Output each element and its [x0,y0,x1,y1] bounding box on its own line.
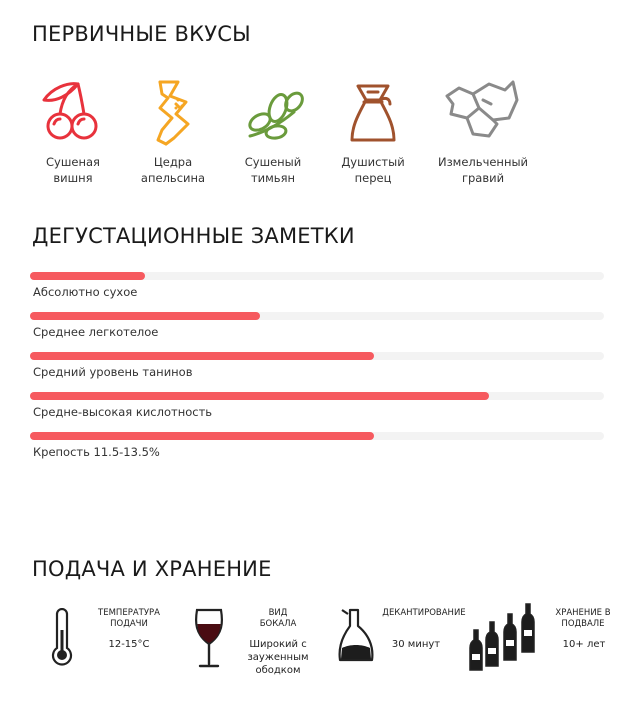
serve-caption: ХРАНЕНИЕ В ПОДВАЛЕ [555,608,611,629]
serve-value: 30 минут [391,639,441,650]
note-label: Средний уровень танинов [33,365,193,379]
allspice-bag-icon [338,78,408,148]
note-fill [30,312,260,320]
serve-decant [336,602,486,682]
bottles-icon [466,600,540,672]
note-fill [30,352,374,360]
flavor-orange-zest [118,78,228,186]
note-label: Абсолютно сухое [33,285,138,299]
cherry-icon [38,78,108,148]
flavor-gravel [428,78,538,186]
flavor-label: Цедра апельсина [140,155,206,185]
flavor-label: Сушеный тимьян [244,155,302,185]
serve-value: Широкий с зауженным ободком [247,639,309,676]
flavor-label: Сушеная вишня [46,155,100,185]
serve-value: 12-15°C [108,639,150,650]
note-alcohol [30,432,604,472]
tasting-notes-title: ДЕГУСТАЦИОННЫЕ ЗАМЕТКИ [32,224,355,248]
flavor-label: Душистый перец [341,155,405,185]
serve-glass [192,602,342,682]
note-body [30,312,604,352]
serve-storage [0,602,638,682]
note-fill [30,392,489,400]
note-dryness [30,272,604,312]
thyme-icon [238,78,308,148]
note-acidity [30,392,604,432]
serve-storage-title: ПОДАЧА И ХРАНЕНИЕ [32,557,272,581]
thermometer-icon [48,608,76,668]
note-label: Средне-высокая кислотность [33,405,213,419]
note-tannins [30,352,604,392]
tasting-notes [30,272,604,472]
flavor-label: Измельченный гравий [437,155,529,185]
decanter-icon [336,606,376,666]
serve-value: 10+ лет [562,639,606,650]
note-fill [30,432,374,440]
wine-glass-icon [192,608,226,670]
serve-temperature [48,602,178,682]
flavors-list [18,78,538,208]
flavor-thyme [218,78,328,186]
gravel-icon [443,78,523,148]
flavor-cherry [18,78,128,186]
note-fill [30,272,145,280]
serve-caption: ВИД БОКАЛА [259,608,297,629]
note-label: Крепость 11.5-13.5% [33,445,160,459]
serve-cellar [466,602,616,682]
serve-caption: ДЕКАНТИРОВАНИЕ [382,608,466,618]
primary-flavors-title: ПЕРВИЧНЫЕ ВКУСЫ [32,22,251,46]
serve-caption: ТЕМПЕРАТУРА ПОДАЧИ [98,608,160,629]
note-label: Среднее легкотелое [33,325,159,339]
flavor-allspice [318,78,428,186]
orange-zest-icon [138,78,208,148]
